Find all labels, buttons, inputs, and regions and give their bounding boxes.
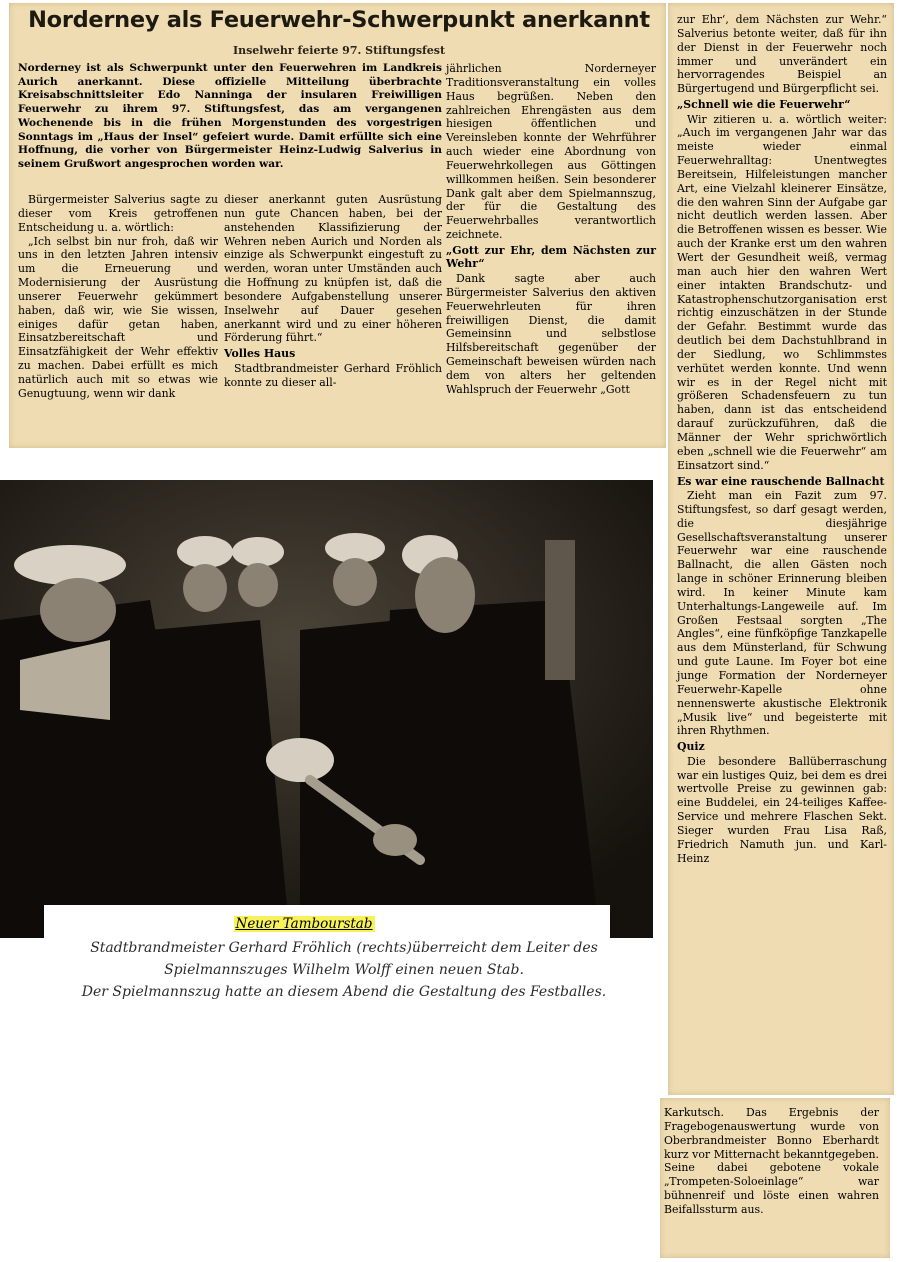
quote-paragraph: „Ich selbst bin nur froh, daß wir uns in den letzten Jahren intensiv um die Erneuerung und Modernisierung der Ausrüstung unserer Feuerwehr gekümmert haben, daß wir, wie Sie wissen, einiges dafür getan haben, Einsatzbereitschaft und Einsatzfähigkeit der Wehr effektiv zu machen. Dabei erfüllt es mich natürlich auch mit so etwas wie Genugtuung, wenn wir dank [18, 234, 218, 400]
paragraph: Karkutsch. Das Ergebnis der Fragebogenauswertung wurde von Oberbrandmeister Bonno Eberhardt kurz vor Mitternacht bekanntgegeben. Seine dabei gebotene vokale „Trompeten-Soloeinlage“ war bühnenreif und löste einen wahren Beifallssturm aus. [664, 1106, 879, 1216]
caption-title-text: Neuer Tambourstab [235, 916, 373, 932]
section-heading-gott-zur-ehr: „Gott zur Ehr, dem Nächsten zur Wehr“ [446, 243, 656, 271]
caption-line-2: Spielmannszuges Wilhelm Wolff einen neuen Stab. [164, 962, 524, 978]
caption-line-1: Stadtbrandmeister Gerhard Fröhlich (rechts)überreicht dem Leiter des [90, 940, 598, 956]
article-column-4 [677, 13, 887, 865]
headline: Norderney als Feuerwehr-Schwerpunkt anerkannt [28, 7, 650, 33]
section-heading-quiz: Quiz [677, 740, 705, 754]
paragraph: zur Ehr‘, dem Nächsten zur Wehr.“ Salverius betonte weiter, daß für ihn der Dienst in der Feuerwehr noch immer und unverändert ein hervorragendes Beispiel an Bürgertugend und Bürgerpflicht sei. [677, 13, 887, 96]
lead-paragraph: Norderney ist als Schwerpunkt unter den Feuerwehren im Landkreis Aurich anerkannt. Diese offizielle Mitteilung überbrachte Kreisabschnittsleiter Edo Nanninga der insularen Freiwilligen Feuerwehr zu ihrem 97. Stiftungsfest, das am vergangenen Wochenende bis in die frühen Morgenstunden des vorgestrigen Sonntags im „Haus der Insel“ gefeiert wurde. Damit erfüllte sich eine Hoffnung, die vorher von Bürgermeister Heinz-Ludwig Salverius in seinem Grußwort angesprochen worden war. [18, 62, 442, 170]
section-heading-ballnacht: Es war eine rauschende Ballnacht [677, 474, 885, 488]
section-heading-schnell: „Schnell wie die Feuerwehr“ [677, 98, 851, 112]
paragraph: Die besondere Ballüberraschung war ein lustiges Quiz, bei dem es drei wertvolle Preise zu gewinnen gab: eine Buddelei, ein 24-teiliges Kaffee-Service und mehrere Flaschen Sekt. Sieger wurden Frau Lisa Raß, Friedrich Namuth jun. und Karl-Heinz [677, 754, 887, 865]
paragraph: Bürgermeister Salverius sagte zu dieser vom Kreis getroffenen Entscheidung u. a. wörtlich: [18, 193, 218, 234]
photo-illustration [0, 480, 653, 938]
article-column-5 [664, 1106, 879, 1217]
paragraph: Stadtbrandmeister Gerhard Fröhlich konnte zu dieser all- [224, 361, 442, 389]
caption-line-3: Der Spielmannszug hatte an diesem Abend die Gestaltung des Festballes. [81, 984, 607, 1000]
paragraph: Dank sagte aber auch Bürgermeister Salverius den aktiven Feuerwehrleuten für ihren freiwilligen Dienst, die damit Gemeinsinn und selbstlose Hilfsbereitschaft gegenüber der Gemeinschaft beweisen würden nach dem von alters her geltenden Wahlspruch der Feuerwehr „Gott [446, 271, 656, 396]
caption-title [44, 916, 564, 932]
subheadline: Inselwehr feierte 97. Stiftungsfest [232, 44, 446, 57]
paragraph: Zieht man ein Fazit zum 97. Stiftungsfest, so darf gesagt werden, die diesjährige Gesellschaftsveranstaltung unserer Feuerwehr war eine rauschende Ballnacht, die allen Gästen noch lange in schöner Erinnerung bleiben wird. In keiner Minute kam Unterhaltungs-Langeweile auf. Im Großen Festsaal sorgten „The Angles“, eine fünfköpfige Tanzkapelle aus dem Münsterland, für Schwung und gute Laune. Im Foyer bot eine junge Formation der Norderneyer Feuerwehr-Kapelle ohne nennenswerte akustische Elektronik „Musik live“ und begeisterte mit ihren Rhythmen. [677, 489, 887, 738]
paragraph: jährlichen Norderneyer Traditionsveranstaltung ein volles Haus begrüßen. Neben den zahlreichen Ehrengästen aus dem hiesigen öffentlichen und Vereinsleben konnte der Wehrführer auch wieder eine Abordnung von Feuerwehrkollegen aus Göttingen willkommen heißen. Sein besonderer Dank galt aber dem Spielmannszug, der für die Gestaltung des Feuerwehrballes verantwortlich zeichnete. [446, 62, 656, 242]
paragraph: Wir zitieren u. a. wörtlich weiter: „Auch im vergangenen Jahr war das meiste wieder einmal Feuerwehralltag: Unentwegtes Bereitsein, Hilfeleistungen mancher Art, eine Vielzahl kleinerer Einsätze, die den wahren Sinn der Aufgabe gar nicht deutlich werden lassen. Aber die Betroffenen wissen es besser. Wie auch der Kranke erst um den wahren Wert der Gesundheit weiß, vermag man auch hier den wahren Wert einer intakten Brandschutz- und Katastrophenschutzorganisation erst richtig einzuschätzen in der Stunde der Gefahr. Bestimmt wurde das deutlich bei dem Dachstuhlbrand in der Siedlung, wo Schlimmstes verhütet werden konnte. Und wenn wir es in der Regel nicht mit größeren Schadensfeuern zu tun haben, dann ist das entscheidend darauf zurückzuführen, daß die Männer der Wehr sprichwörtlich eben „schnell wie die Feuerwehr“ am Einsatzort sind.“ [677, 112, 887, 472]
photo-handover-ceremony [0, 480, 653, 938]
paragraph: dieser anerkannt guten Ausrüstung nun gute Chancen haben, bei der anstehenden Klassifizierung der Wehren neben Aurich und Norden als einzige als Schwerpunkt eingestuft zu werden, woran unter Umständen auch die Hoffnung zu knüpfen ist, daß die besondere Aufgabenstellung unserer Inselwehr auf Dauer gesehen anerkannt wird und zu einer höheren Förderung führt.“ [224, 193, 442, 345]
article-column-1 [18, 193, 218, 401]
article-column-2 [224, 193, 442, 389]
section-heading-volles-haus: Volles Haus [224, 347, 296, 361]
article-column-3 [446, 62, 656, 397]
